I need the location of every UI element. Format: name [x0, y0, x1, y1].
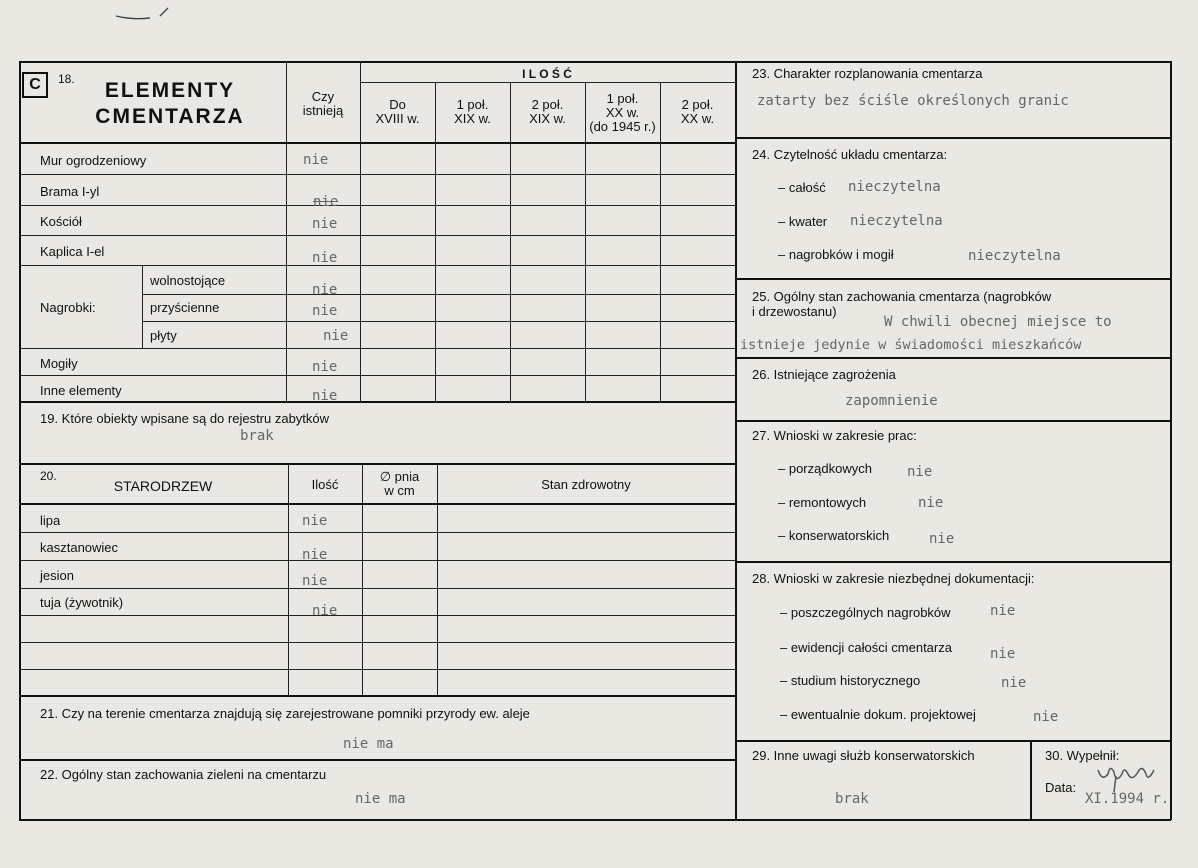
tree-value-chestnut: nie [302, 547, 328, 563]
element-value-graves: nie [312, 359, 338, 375]
nagrobki-slabs-value: nie [323, 328, 349, 344]
s21-value: nie ma [343, 736, 394, 752]
s27-repair-label: – remontowych [778, 495, 867, 510]
signature [1094, 756, 1164, 794]
card-letter-box: C [22, 72, 48, 98]
s20-number: 20. [40, 469, 57, 483]
element-label-wall: Mur ogrodzeniowy [40, 153, 147, 168]
period-col-3: 2 poł. XIX w. [529, 97, 566, 126]
s28-graves-label: – poszczególnych nagrobków [780, 605, 951, 620]
period-col-1: Do XVIII w. [375, 97, 420, 126]
s25-value-line1: W chwili obecnej miejsce to [884, 314, 1112, 330]
s28-label: 28. Wnioski w zakresie niezbędnej dokumentacji: [752, 571, 1035, 586]
s22-label: 22. Ogólny stan zachowania zieleni na cmentarzu [40, 767, 327, 782]
s24-quarters-label: – kwater [778, 214, 828, 229]
s29-value: brak [835, 791, 869, 807]
nagrobki-wall-value: nie [312, 303, 338, 319]
s27-conservation-label: – konserwatorskich [778, 528, 890, 543]
s25-label-line2: i drzewostanu) [752, 304, 837, 319]
s20-title: STARODRZEW [113, 478, 213, 494]
s18-number: 18. [58, 72, 75, 86]
nagrobki-wall-label: przyścienne [150, 300, 220, 315]
tree-value-thuja: nie [312, 603, 338, 619]
s24-whole-value: nieczytelna [848, 179, 941, 195]
s25-value-line2: istnieje jedynie w świadomości mieszkańców [740, 337, 1082, 353]
element-label-chapel: Kaplica I-el [40, 244, 105, 259]
element-value-wall: nie [303, 152, 329, 168]
period-col-4: 1 poł. XX w. (do 1945 r.) [589, 91, 656, 134]
s28-study-label: – studium historycznego [780, 673, 921, 688]
nagrobki-freestanding-label: wolnostojące [150, 273, 226, 288]
tree-value-linden: nie [302, 513, 328, 529]
s25-label-line1: 25. Ogólny stan zachowania cmentarza (nagrobków [752, 289, 1052, 304]
nagrobki-label: Nagrobki: [40, 300, 96, 315]
s23-value: zatarty bez ściśle określonych granic [757, 93, 1069, 109]
s27-conservation-value: nie [929, 531, 955, 547]
s28-design-label: – ewentualnie dokum. projektowej [780, 707, 976, 722]
s18-title-line2: CMENTARZA [95, 105, 245, 128]
tree-label-thuja: tuja (żywotnik) [40, 595, 124, 610]
s19-value: brak [240, 428, 274, 444]
s20-col-health: Stan zdrowotny [541, 477, 631, 492]
element-value-church: nie [312, 216, 338, 232]
s26-value: zapomnienie [845, 393, 938, 409]
s28-study-value: nie [1001, 675, 1027, 691]
element-label-church: Kościół [40, 214, 82, 229]
period-col-2: 1 poł. XIX w. [454, 97, 491, 126]
s28-records-label: – ewidencji całości cmentarza [780, 640, 952, 655]
s21-label: 21. Czy na terenie cmentarza znajdują się zarejestrowane pomniki przyrody ew. aleje [40, 706, 530, 721]
s28-records-value: nie [990, 646, 1016, 662]
tree-label-ash: jesion [40, 568, 74, 583]
s24-whole-label: – całość [778, 180, 826, 195]
s20-col-qty: Ilość [311, 477, 339, 492]
s23-label: 23. Charakter rozplanowania cmentarza [752, 66, 983, 81]
s24-graves-value: nieczytelna [968, 248, 1061, 264]
s18-title-line1: ELEMENTY [104, 79, 236, 102]
s24-quarters-value: nieczytelna [850, 213, 943, 229]
element-value-gate: nie [313, 194, 339, 210]
s30-date-label: Data: [1045, 780, 1077, 795]
tree-value-ash: nie [302, 573, 328, 589]
period-col-5: 2 poł. XX w. [680, 97, 715, 126]
col-quantity-header: I L O Ś Ć [522, 67, 572, 81]
element-value-chapel: nie [312, 250, 338, 266]
s27-label: 27. Wnioski w zakresie prac: [752, 428, 917, 443]
s30-date-value: XI.1994 r. [1085, 791, 1170, 807]
s28-graves-value: nie [990, 603, 1016, 619]
s24-label: 24. Czytelność układu cmentarza: [752, 147, 948, 162]
element-value-other: nie [312, 388, 338, 404]
s26-label: 26. Istniejące zagrożenia [752, 367, 896, 382]
s29-label: 29. Inne uwagi służb konserwatorskich [752, 748, 975, 763]
s27-cleanup-label: – porządkowych [778, 461, 872, 476]
col-exists-header: Czy istnieją [302, 89, 344, 118]
s30-label: 30. Wypełnił: [1045, 748, 1120, 763]
nagrobki-slabs-label: płyty [150, 328, 177, 343]
s20-col-diameter: ∅ pnia w cm [379, 469, 420, 498]
s22-value: nie ma [355, 791, 406, 807]
s24-graves-label: – nagrobków i mogił [778, 247, 894, 262]
pencil-mark [112, 4, 172, 24]
tree-label-chestnut: kasztanowiec [40, 540, 119, 555]
s28-design-value: nie [1033, 709, 1059, 725]
s27-repair-value: nie [918, 495, 944, 511]
s27-cleanup-value: nie [907, 464, 933, 480]
element-label-gate: Brama I-yl [40, 184, 100, 199]
tree-label-linden: lipa [40, 513, 61, 528]
nagrobki-freestanding-value: nie [312, 282, 338, 298]
element-label-graves: Mogiły [40, 356, 78, 371]
element-label-other: Inne elementy [40, 383, 122, 398]
s19-label: 19. Które obiekty wpisane są do rejestru zabytków [40, 411, 330, 426]
